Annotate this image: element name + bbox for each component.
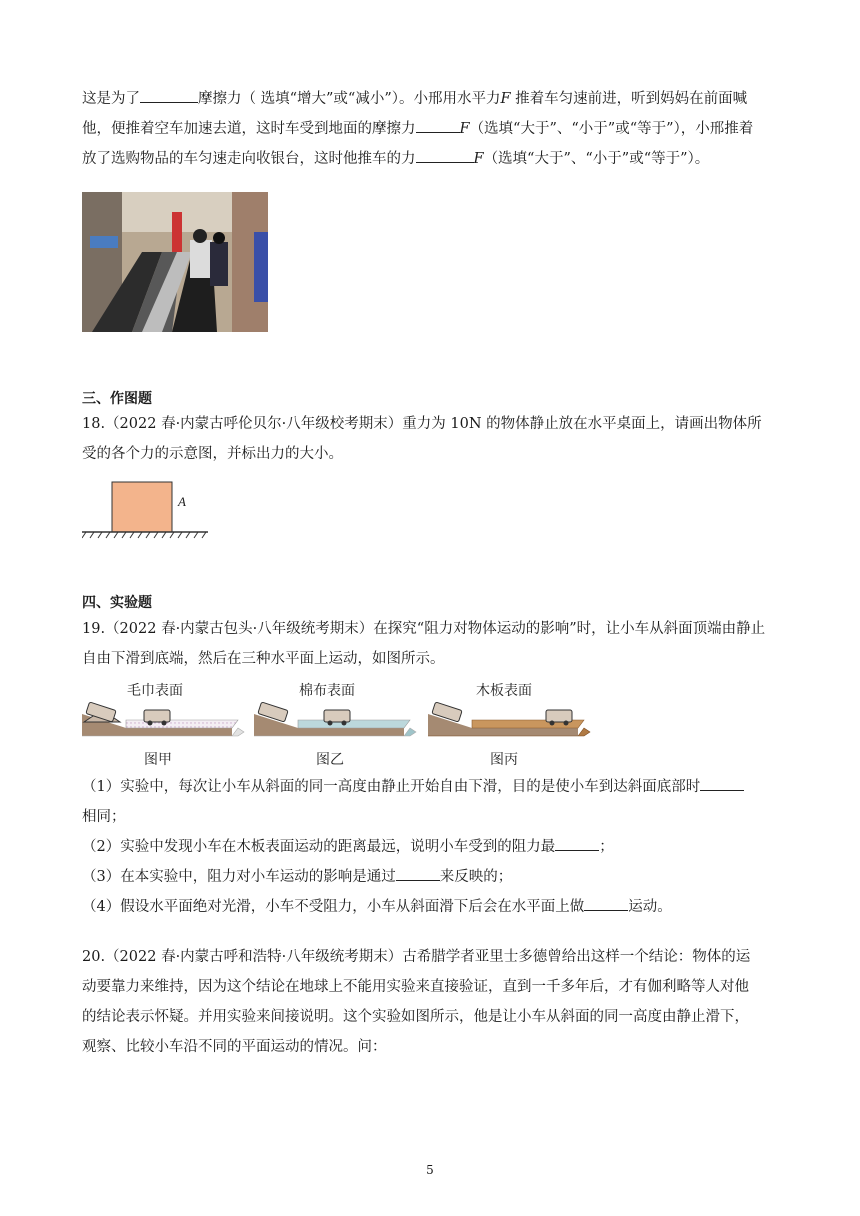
q17-line-2: 他，便推着空车加速去道，这时车受到地面的摩擦力 F（选填“大于”、“小于”或“等于”），小邢推着 <box>82 114 782 144</box>
friction-experiment-figure <box>82 678 592 774</box>
panel-cotton <box>254 682 416 768</box>
answer-blank <box>140 85 198 103</box>
sub-question-1: （1）实验中，每次让小车从斜面的同一高度由静止开始自由下滑，目的是使小车到达斜面底部时 <box>82 772 782 802</box>
answer-blank <box>700 773 744 791</box>
block-on-table-figure <box>82 478 212 540</box>
page-number: 5 <box>426 1163 434 1177</box>
section-heading-3: 三、作图题 <box>82 391 152 407</box>
block-a <box>112 482 172 532</box>
answer-blank <box>416 115 460 133</box>
sub-question-4: （4）假设水平面绝对光滑，小车不受阻力，小车从斜面滑下后会在水平面上做 运动。 <box>82 892 782 922</box>
answer-blank <box>584 893 628 911</box>
sub-question-2: （2）实验中发现小车在木板表面运动的距离最远，说明小车受到的阻力最 ； <box>82 832 782 862</box>
q17-line-3: 放了选购物品的车匀速走向收银台，这时他推车的力 F（选填“大于”、“小于”或“等于”）。 <box>82 144 782 174</box>
surface-label: 木板表面 <box>476 683 532 699</box>
answer-blank <box>416 145 474 163</box>
question-18-text: 18.（2022 春·内蒙古呼伦贝尔·八年级校考期末）重力为 10N 的物体静止放在水平桌面上，请画出物体所 受的各个力的示意图，并标出力的大小。 <box>82 416 762 462</box>
q17-line-1: 这是为了 摩擦力（ 选填“增大”或“减小”）。小邢用水平力F 推着车匀速前进，听到妈妈在前面喊 <box>82 84 782 114</box>
figure-caption: 图丙 <box>490 752 518 768</box>
table-hatching <box>82 532 206 538</box>
answer-blank <box>555 833 599 851</box>
question-19-text: 19.（2022 春·内蒙古包头·八年级统考期末）在探究“阻力对物体运动的影响”时，让小车从斜面顶端由静止 自由下滑到底端，然后在三种水平面上运动，如图所示。 <box>82 621 766 667</box>
question-20-text: 20.（2022 春·内蒙古呼和浩特·八年级统考期末）古希腊学者亚里士多德曾给出这样一个结论：物体的运 动要靠力来维持，因为这个结论在地球上不能用实验来直接验证，直到一千多年后，才有伽利略等人对他 的结论表示怀疑。并用实验来间接说明。这个实验如图所示，他是让小车从斜面的同一高度由静止滑下， 观察、比较小车沿不同的平面运动的情况。问： <box>82 949 751 1055</box>
figure-caption: 图甲 <box>144 752 172 768</box>
answer-blank <box>396 863 440 881</box>
question-17-text <box>82 84 782 174</box>
panel-wood <box>428 682 590 768</box>
question-19-subitems: （1）实验中，每次让小车从斜面的同一高度由静止开始自由下滑，目的是使小车到达斜面底部时 相同； （2）实验中发现小车在木板表面运动的距离最远，说明小车受到的阻力最 ； （3）在本实验中，阻力对小车运动的影响是通过 来反映的； （4）假设水平面绝对光滑，小车不受阻力，小车从斜面滑下后会在水平面上做 运动。 <box>82 772 782 922</box>
section-heading-4: 四、实验题 <box>82 595 152 611</box>
panel-towel <box>82 682 244 768</box>
escalator-photo <box>82 192 268 332</box>
surface-label: 毛巾表面 <box>127 683 183 699</box>
figure-caption: 图乙 <box>316 752 344 768</box>
block-label: A <box>178 494 186 509</box>
sub-question-3: （3）在本实验中，阻力对小车运动的影响是通过 来反映的； <box>82 862 782 892</box>
surface-label: 棉布表面 <box>299 683 355 699</box>
